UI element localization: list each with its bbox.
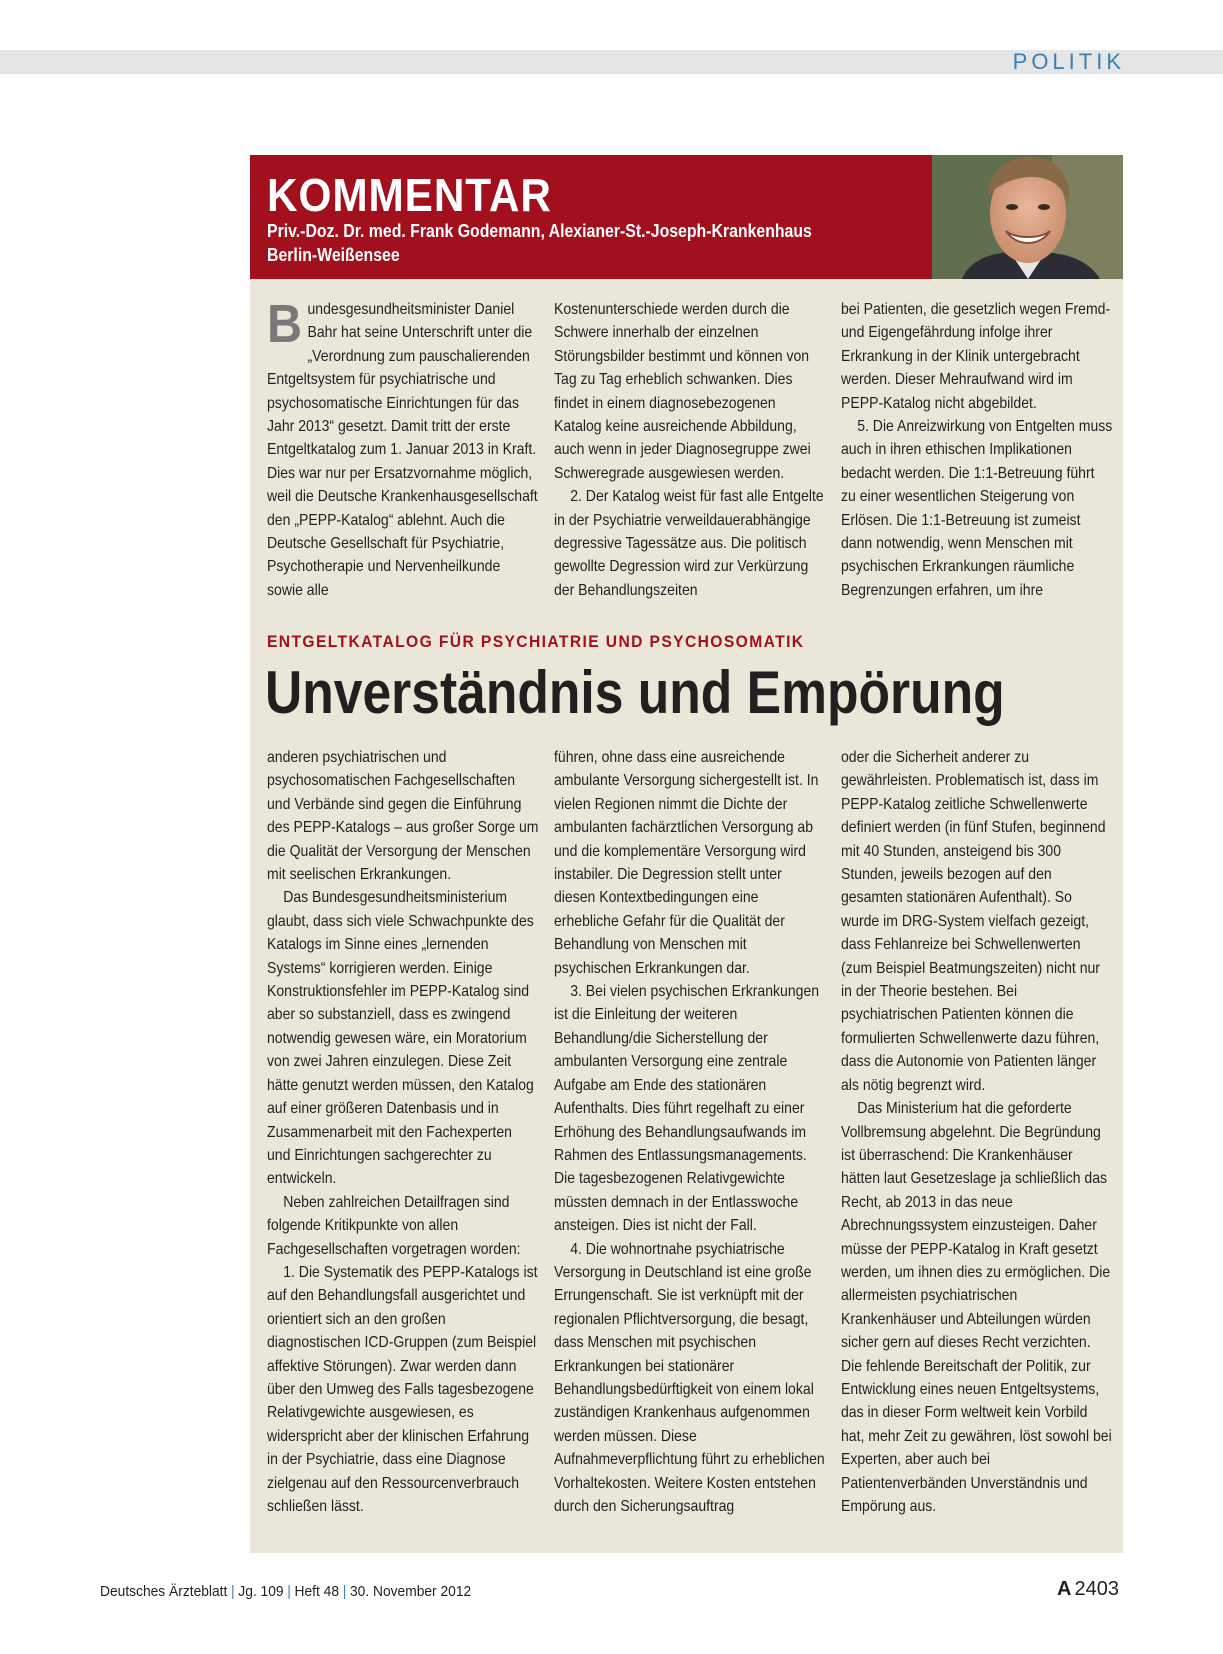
- article-paragraph: führen, ohne dass eine ausreichende ambulante Versorgung sichergestellt ist. In vielen Regionen nimmt die Dichte der ambulanten fachärztlichen Versorgung ab und die komplementäre Versorgung wird instabiler. Die Degression stellt unter diesen Kontextbedingungen eine erhebliche Gefahr für die Qualität der Behandlung von Menschen mit psychischen Erkrankungen dar.: [554, 749, 819, 977]
- drop-cap: B: [267, 294, 303, 354]
- article-paragraph: oder die Sicherheit anderer zu gewährleisten. Problematisch ist, dass im PEPP-Katalog zeitliche Schwellenwerte definiert werden (in fünf Stufen, beginnend mit 40 Stunden, ansteigend bis 300 Stunden, jeweils bezogen auf den gesamten stationären Aufenthalt). So wurde im DRG-System vielfach gezeigt, dass Fehlanreize bei Schwellenwerten (zum Beispiel Beatmungszeiten) nicht nur in der Theorie bestehen. Bei psychiatrischen Patienten können die formulierten Schwellenwerte dazu führen, dass die Autonomie von Patienten länger als nötig begrenzt wird.: [841, 749, 1106, 1094]
- article-headline: Unverständnis und Empörung: [265, 659, 1005, 726]
- comment-column-1: [267, 294, 539, 602]
- publication-name: Deutsches Ärzteblatt: [100, 1583, 228, 1600]
- comment-paragraph: 5. Die Anreizwirkung von Entgelten muss auch in ihren ethischen Implikationen bedacht werden. Die 1:1-Betreuung führt zu einer wesentlichen Steigerung von Erlösen. Die 1:1-Betreuung ist zumeist dann notwendig, wenn Menschen mit psychischen Erkrankungen räumliche Begrenzungen erfahren, um ihre: [841, 418, 1113, 599]
- page-number-value: 2403: [1074, 1578, 1119, 1600]
- article-paragraph: anderen psychiatrischen und psychosomatischen Fachgesellschaften und Verbände sind gegen die Einführung des PEPP-Katalogs – aus großer Sorge um die Qualität der Versorgung der Menschen mit seelischen Erkrankungen.: [267, 749, 539, 884]
- author-byline: [267, 219, 901, 267]
- kommentar-header: [250, 155, 932, 279]
- author-portrait: [932, 155, 1123, 279]
- volume: Jg. 109: [238, 1583, 284, 1600]
- footer-separator: |: [342, 1583, 347, 1600]
- author-line-1: Priv.-Doz. Dr. med. Frank Godemann, Alexianer-St.-Joseph-Krankenhaus: [267, 221, 812, 241]
- comment-paragraph: [267, 294, 539, 602]
- comment-column-3: [841, 298, 1113, 602]
- article-paragraph: 1. Die Systematik des PEPP-Katalogs ist auf den Behandlungsfall ausgerichtet und orientiert sich an den großen diagnostischen ICD-Gruppen (zum Beispiel affektive Störungen). Zwar werden dann über den Umweg des Falls tagesbezogene Relativgewichte ausgewiesen, es widerspricht aber der klinischen Erfahrung in der Psychiatrie, dass eine Diagnose zielgenau auf den Ressourcenverbrauch schließen lässt.: [267, 1263, 538, 1515]
- article-paragraph: Das Bundesgesundheitsministerium glaubt, dass sich viele Schwachpunkte des Katalogs im Sinne eines „lernenden Systems“ korrigieren werden. Einige Konstruktionsfehler im PEPP-Katalog sind aber so substanziell, dass es zwingend notwendig gewesen wäre, ein Moratorium von zwei Jahren einzulegen. Diese Zeit hätte genutzt werden müssen, den Katalog auf einer größeren Datenbasis und in Zusammenarbeit mit den Fachexperten und Einrichtungen sachgerechter zu entwickeln.: [267, 889, 534, 1188]
- footer-separator: |: [231, 1583, 235, 1600]
- article-kicker: ENTGELTKATALOG FÜR PSYCHIATRIE UND PSYCHOSOMATIK: [267, 632, 805, 651]
- page-prefix: A: [1057, 1578, 1072, 1600]
- article-paragraph: Neben zahlreichen Detailfragen sind folgende Kritikpunkte von allen Fachgesellschaften vorgetragen worden:: [267, 1193, 521, 1258]
- comment-paragraph-text: undesgesundheitsminister Daniel Bahr hat seine Unterschrift unter die „Verordnung zum pauschalierenden Entgeltsystem für psychiatrische und psychosomatische Einrichtungen für das Jahr 2013“ gesetzt. Damit tritt der erste Entgeltkatalog zum 1. Januar 2013 in Kraft. Dies war nur per Ersatzvornahme möglich, weil die Deutsche Krankenhausgesellschaft den „PEPP-Katalog“ ablehnt. Auch die Deutsche Gesellschaft für Psychiatrie, Psychotherapie und Nervenheilkunde sowie alle: [267, 301, 538, 599]
- comment-paragraph: bei Patienten, die gesetzlich wegen Fremd- und Eigengefährdung infolge ihrer Erkrankung in der Klinik untergebracht werden. Dieser Mehraufwand wird im PEPP-Katalog nicht abgebildet.: [841, 301, 1111, 412]
- article-paragraph: 4. Die wohnortnahe psychiatrische Versorgung in Deutschland ist eine große Errungenschaft. Sie ist verknüpft mit der regionalen Pflichtversorgung, die besagt, dass Menschen mit psychischen Erkrankungen bei stationärer Behandlungsbedürftigkeit von einem lokal zuständigen Krankenhaus aufgenommen werden müssen. Diese Aufnahmeverpflichtung führt zu erheblichen Vorhaltekosten. Weitere Kosten entstehen durch den Sicherungsauftrag: [554, 1240, 825, 1515]
- comment-paragraph: Kostenunterschiede werden durch die Schwere innerhalb der einzelnen Störungsbilder bestimmt und können von Tag zu Tag erheblich schwanken. Dies findet in einem diagnosebezogenen Katalog keine ausreichende Abbildung, auch wenn in jeder Diagnosegruppe zwei Schweregrade ausgewiesen werden.: [554, 301, 811, 482]
- article-paragraph: 3. Bei vielen psychischen Erkrankungen ist die Einleitung der weiteren Behandlung/die Sicherstellung der ambulanten Versorgung eine zentrale Aufgabe am Ende des stationären Aufenthalts. Dies führt regelhaft zu einer Erhöhung des Behandlungsaufwands im Rahmen des Entlassungsmanagements. Die tagesbezogenen Relativgewichte müssten demnach in der Entlasswoche ansteigen. Dies ist nicht der Fall.: [554, 983, 820, 1235]
- comment-column-2: [554, 298, 826, 602]
- issue-date: 30. November 2012: [349, 1583, 472, 1600]
- author-line-2: Berlin-Weißensee: [267, 245, 400, 265]
- article-column-2: [554, 746, 826, 1518]
- section-label: POLITIK: [1012, 49, 1125, 74]
- footer-citation: [100, 1583, 471, 1600]
- article-column-1: [267, 746, 539, 1518]
- article-paragraph: Das Ministerium hat die geforderte Vollbremsung abgelehnt. Die Begründung ist überraschend: Die Krankenhäuser hätten laut Gesetzeslage ja schließlich das Recht, ab 2013 in das neue Abrechnungssystem einzusteigen. Daher müsse der PEPP-Katalog in Kraft gesetzt werden, um ihnen dies zu ermöglichen. Die allermeisten psychiatrischen Krankenhäuser und Abteilungen würden sicher gern auf dieses Recht verzichten. Die fehlende Bereitschaft der Politik, zur Entwicklung eines neuen Entgeltsystems, das in dieser Form weltweit kein Vorbild hat, mehr Zeit zu gewähren, löst sowohl bei Experten, aber auch bei Patientenverbänden Unverständnis und Empörung aus.: [841, 1100, 1112, 1515]
- portrait-illustration: [932, 155, 1123, 279]
- page-number: [1057, 1578, 1119, 1601]
- issue: Heft 48: [294, 1583, 340, 1600]
- footer-separator: |: [287, 1583, 291, 1600]
- comment-paragraph: 2. Der Katalog weist für fast alle Entgelte in der Psychiatrie verweildauerabhängige degressive Tagessätze aus. Die politisch gewollte Degression wird zur Verkürzung der Behandlungszeiten: [554, 488, 824, 599]
- article-column-3: [841, 746, 1113, 1518]
- kommentar-title: KOMMENTAR: [267, 169, 552, 221]
